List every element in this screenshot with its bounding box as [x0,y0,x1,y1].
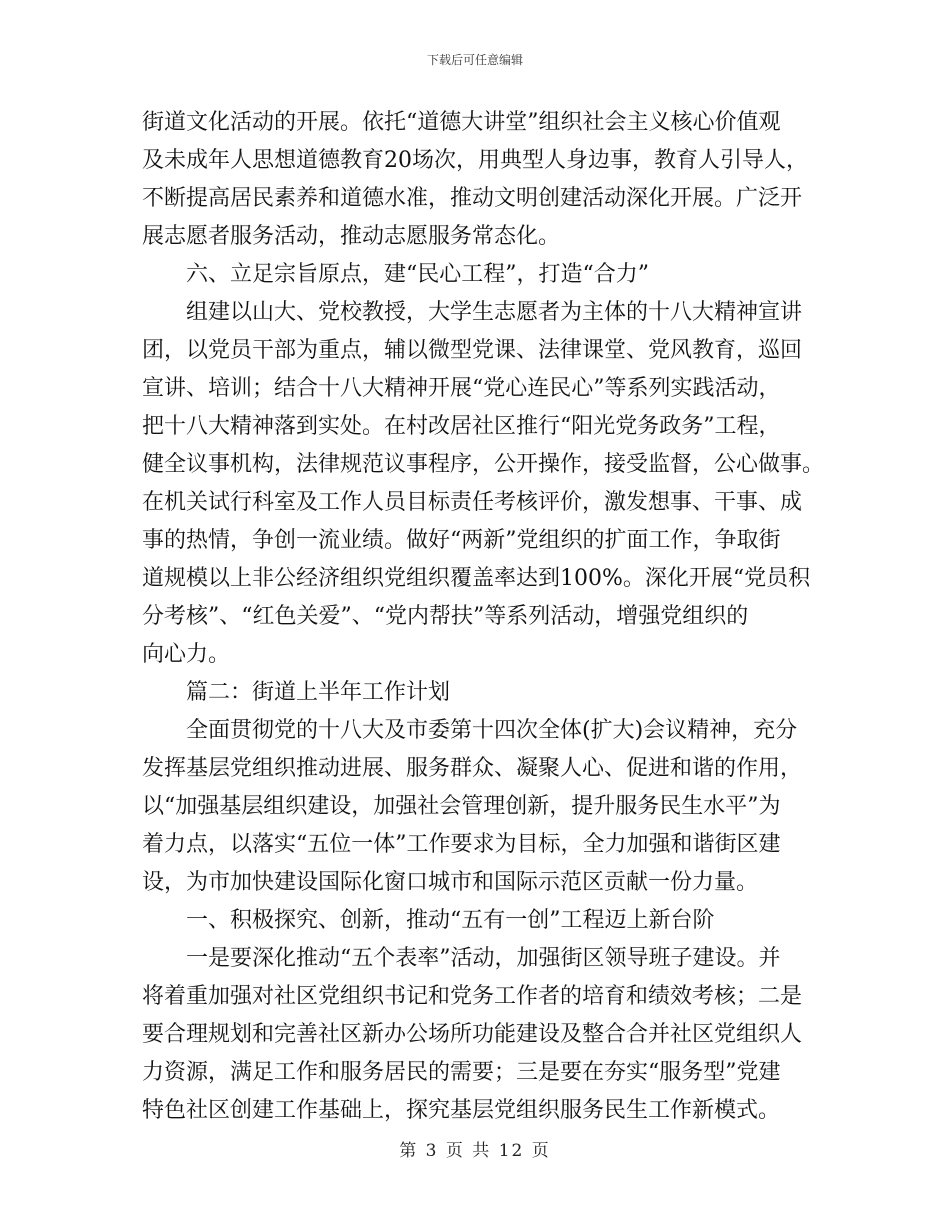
text-line: 分考核”、“红色关爱”、“党内帮扶”等系列活动，增强党组织的 [142,604,749,629]
text-line: 特色社区创建工作基础上，探究基层党组织服务民生工作新模式。 [142,1098,781,1123]
text-line: 及未成年人思想道德教育20场次，用典型人身边事，教育人引导人， [142,148,808,173]
text-line: 力资源，满足工作和服务居民的需要；三是要在夯实“服务型”党建 [142,1060,781,1085]
section-heading: 篇二：街道上半年工作计划 [186,680,451,705]
text-line: 事的热情，争创一流业绩。做好“两新”党组织的扩面工作，争取街 [142,528,781,553]
text-line: 组建以山大、党校教授，大学生志愿者为主体的十八大精神宣讲 [186,300,803,325]
text-line: 团，以党员干部为重点，辅以微型党课、法律课堂、党风教育，巡回 [142,338,803,363]
text-line: 要合理规划和完善社区新办公场所功能建设及整合合并社区党组织人 [142,1022,803,1047]
text-line: 以“加强基层组织建设，加强社会管理创新，提升服务民生水平”为 [142,794,781,819]
text-line: 街道文化活动的开展。依托“道德大讲堂”组织社会主义核心价值观 [142,110,781,135]
section-heading: 六、立足宗旨原点，建“民心工程”，打造“合力” [186,262,649,287]
text-line: 设，为市加快建设国际化窗口城市和国际示范区贡献一份力量。 [142,870,759,895]
text-line: 把十八大精神落到实处。在村改居社区推行“阳光党务政务”工程， [142,414,781,439]
text-line: 将着重加强对社区党组织书记和党务工作者的培育和绩效考核；二是 [142,984,803,1009]
text-line: 向心力。 [142,642,231,667]
text-line: 健全议事机构，法律规范议事程序，公开操作，接受监督，公心做事。 [142,452,825,477]
text-line: 在机关试行科室及工作人员目标责任考核评价，激发想事、干事、成 [142,490,803,515]
text-line: 道规模以上非公经济组织党组织覆盖率达到100%。深化开展“党员积 [142,566,811,591]
text-line: 一是要深化推动“五个表率”活动，加强街区领导班子建设。并 [186,946,781,971]
section-heading: 一、积极探究、创新，推动“五有一创”工程迈上新台阶 [186,908,715,933]
text-line: 宣讲、培训；结合十八大精神开展“党心连民心”等系列实践活动， [142,376,781,401]
text-line: 展志愿者服务活动，推动志愿服务常态化。 [142,224,561,249]
text-line: 着力点，以落实“五位一体”工作要求为目标，全力加强和谐街区建 [142,832,781,857]
text-line: 不断提高居民素养和道德水准，推动文明创建活动深化开展。广泛开 [142,186,803,211]
document-body [142,104,825,1130]
page-header: 下载后可任意编辑 [426,53,523,67]
text-line: 发挥基层党组织推动进展、服务群众、凝聚人心、促进和谐的作用， [142,756,803,781]
text-line: 全面贯彻党的十八大及市委第十四次全体(扩大)会议精神，充分 [186,718,798,743]
page-number: 第 3 页 共 12 页 [399,1141,551,1161]
